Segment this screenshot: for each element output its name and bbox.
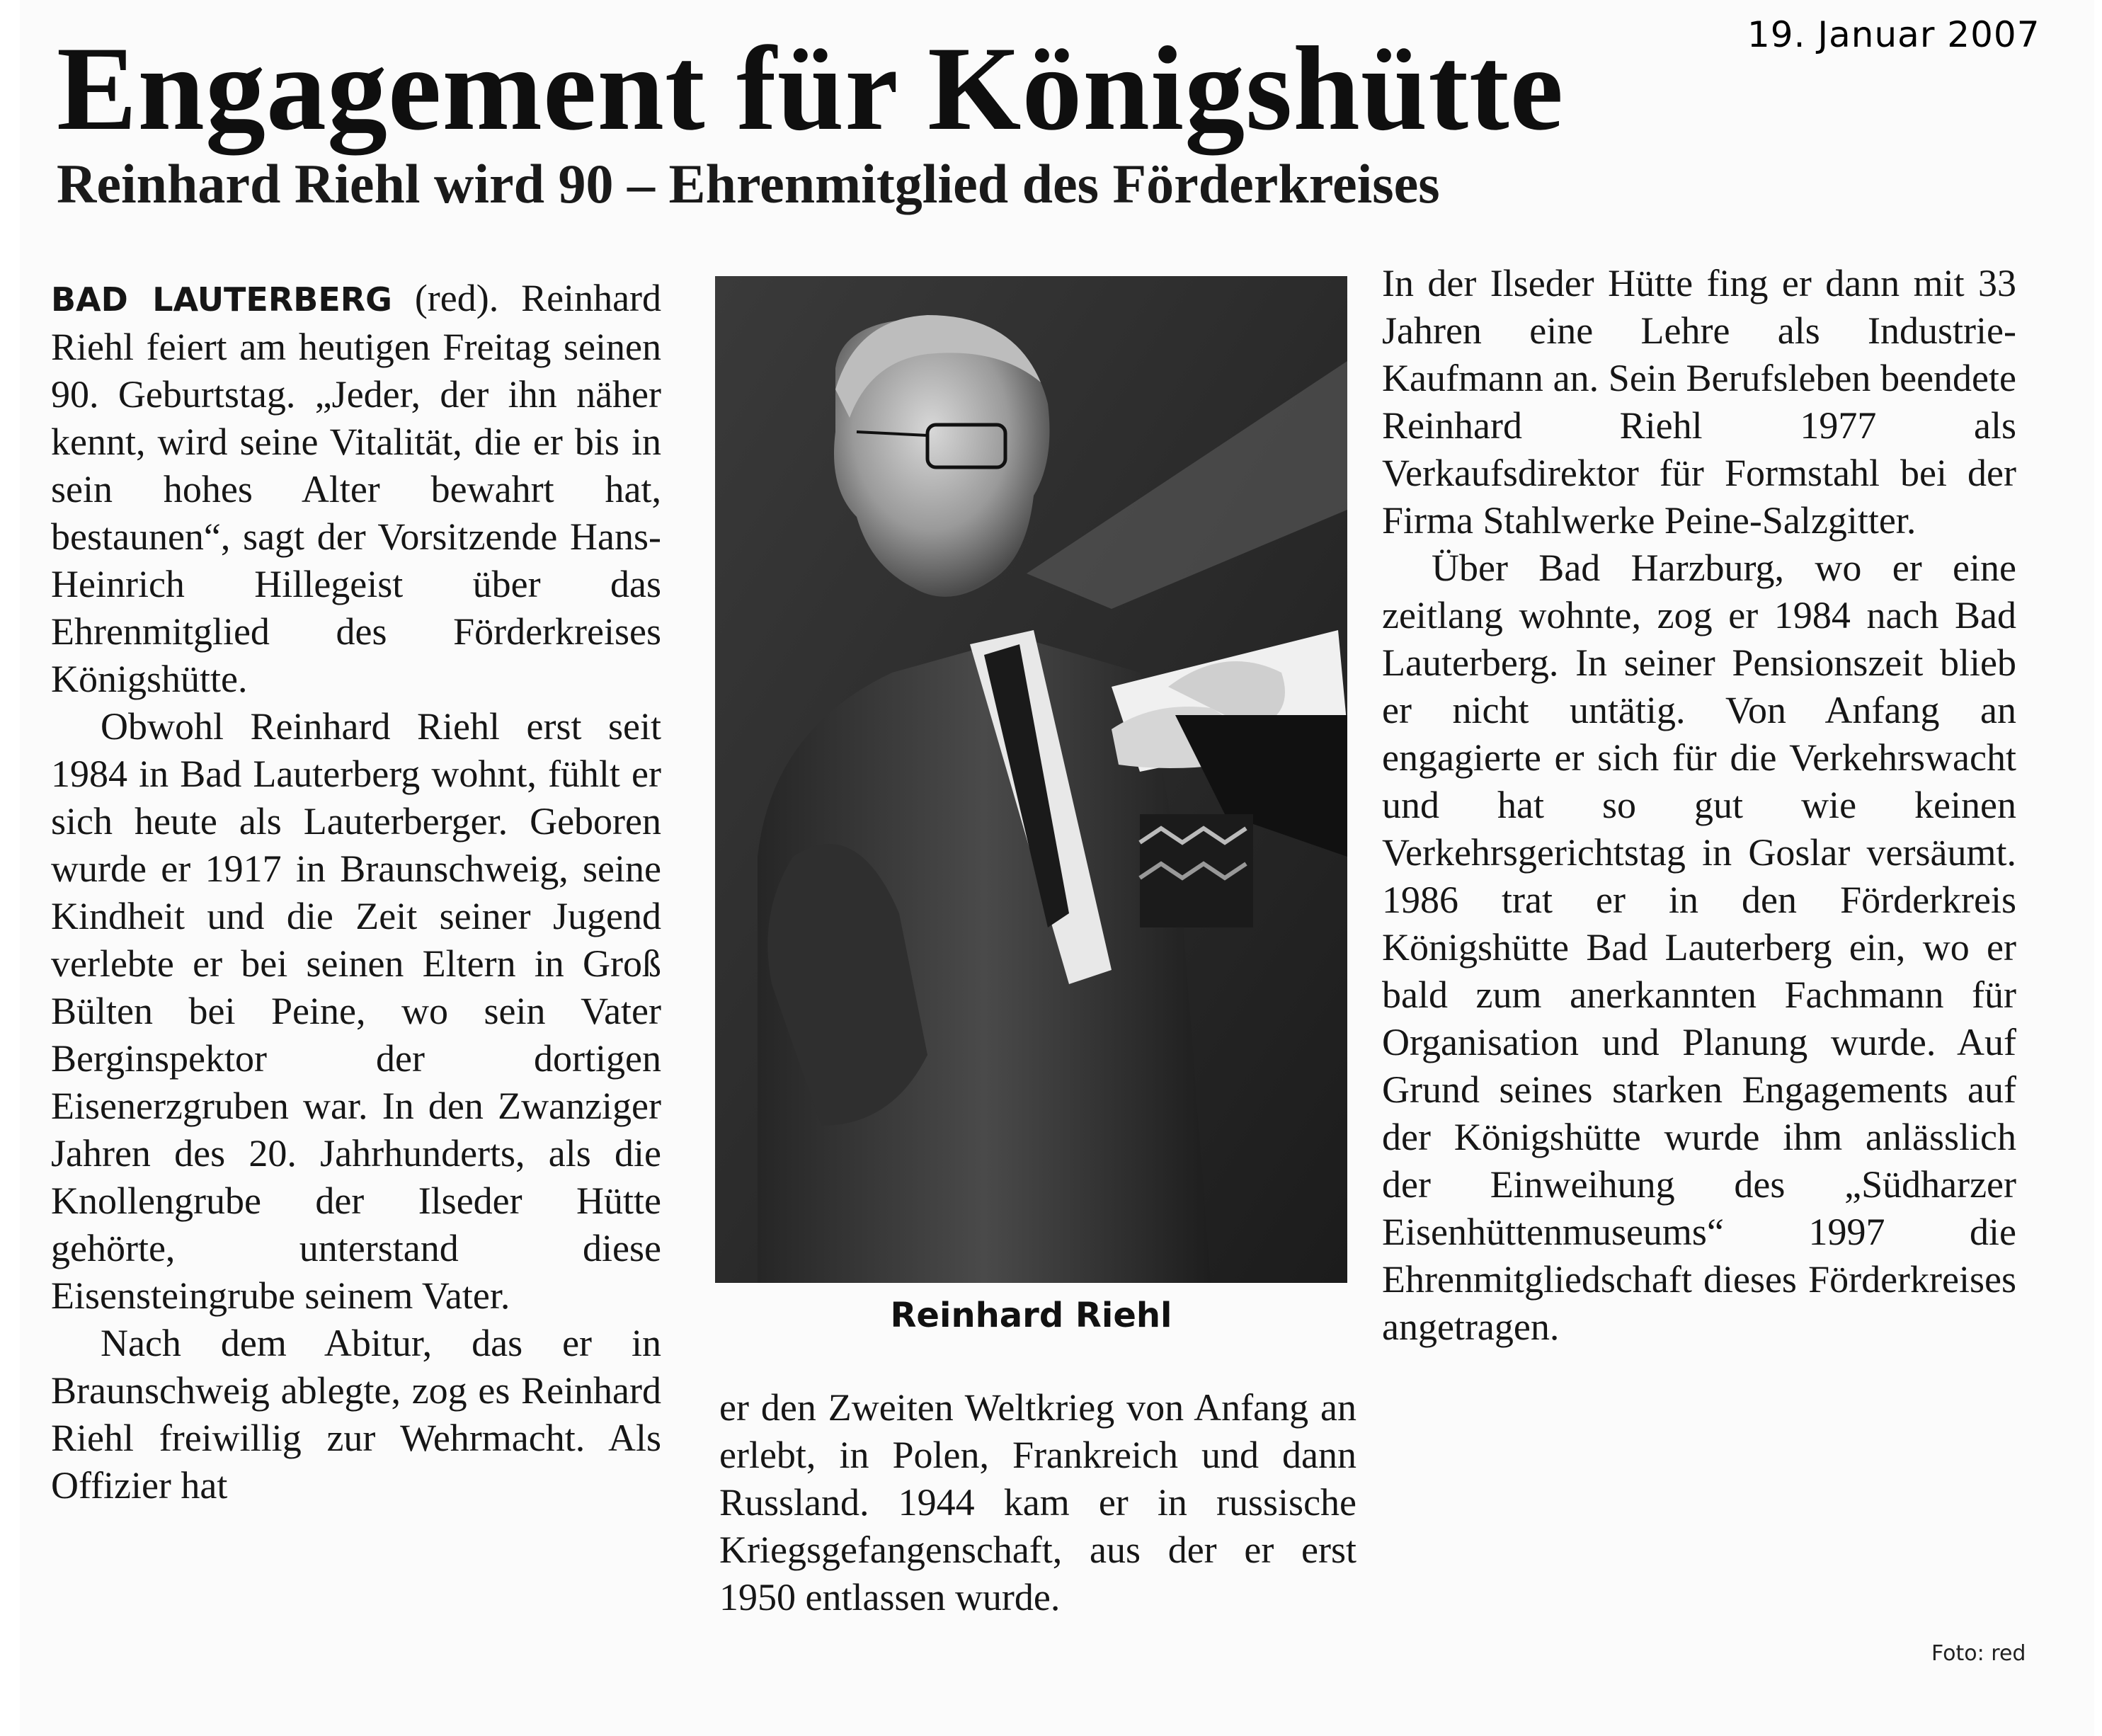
column-1-paragraph-1 bbox=[51, 275, 661, 703]
column-1-paragraph-3: Nach dem Abitur, das er in Braunschweig ablegte, zog es Reinhard Riehl freiwillig zur Wehrmacht. Als Offizier hat bbox=[51, 1322, 661, 1507]
article-column-2 bbox=[719, 1384, 1356, 1621]
column-1-paragraph-1-text: (red). Reinhard Riehl feiert am heutigen Freitag seinen 90. Geburtstag. „Jeder, der ihn näher kennt, wird seine Vitalität, die er bis in sein hohes Alter bewahrt hat, bestaunen“, sagt der Vorsitzende Hans-Heinrich Hillegeist über das Ehrenmitglied des Förderkreises Königshütte. bbox=[51, 277, 662, 700]
column-3-paragraph-2: Über Bad Harzburg, wo er eine zeitlang wohnte, zog er 1984 nach Bad Lauterberg. In seiner Pensionszeit blieb er nicht untätig. Von Anfang an engagierte er sich für die Verkehrswacht und hat so gut wie keinen Verkehrsgerichtstag in Goslar versäumt. 1986 trat er in den Förderkreis Königshütte Bad Lauterberg ein, wo er bald zum anerkannten Fachmann für Organisation und Planung wurde. Auf Grund seines starken Engagements auf der Königshütte wurde ihm anlässlich der Einweihung des „Südharzer Eisenhüttenmuseums“ 1997 die Ehrenmitgliedschaft dieses Förderkreises angetragen. bbox=[1382, 547, 2016, 1348]
date-stamp: 19. Januar 2007 bbox=[1747, 14, 2040, 55]
column-1-paragraph-2: Obwohl Reinhard Riehl erst seit 1984 in Bad Lauterberg wohnt, fühlt er sich heute als Lauterberger. Geboren wurde er 1917 in Braunschweig, seine Kindheit und die Zeit seiner Jugend verlebte er bei seinen Eltern in Groß Bülten bei Peine, wo sein Vater Berginspektor der dortigen Eisenerzgruben war. In den Zwanziger Jahren des 20. Jahrhunderts, als die Knollengrube der Ilseder Hütte gehörte, unterstand diese Eisensteingrube seinem Vater. bbox=[51, 705, 661, 1317]
photo-credit: Foto: red bbox=[1931, 1641, 2026, 1666]
headline: Engagement für Königshütte bbox=[57, 22, 1565, 155]
dateline: BAD LAUTERBERG bbox=[51, 280, 392, 319]
portrait-illustration bbox=[715, 276, 1347, 1283]
portrait-photo bbox=[715, 276, 1347, 1283]
photo-caption: Reinhard Riehl bbox=[890, 1296, 1172, 1335]
column-3-paragraph-1: In der Ilseder Hütte fing er dann mit 33 Jahren eine Lehre als Industrie-Kaufmann an. Sein Berufsleben beendete Reinhard Riehl 1977 als Verkaufsdirektor für Formstahl bei der Firma Stahlwerke Peine-Salzgitter. bbox=[1382, 262, 2016, 542]
article-column-3 bbox=[1382, 260, 2016, 1351]
article-column-1 bbox=[51, 275, 661, 1509]
subheadline: Reinhard Riehl wird 90 – Ehrenmitglied des Förderkreises bbox=[57, 153, 1440, 215]
column-2-paragraph-1: er den Zweiten Weltkrieg von Anfang an erlebt, in Polen, Frankreich und dann Russland. 1944 kam er in russische Kriegsgefangenschaft, aus der er erst 1950 entlassen wurde. bbox=[719, 1386, 1356, 1618]
